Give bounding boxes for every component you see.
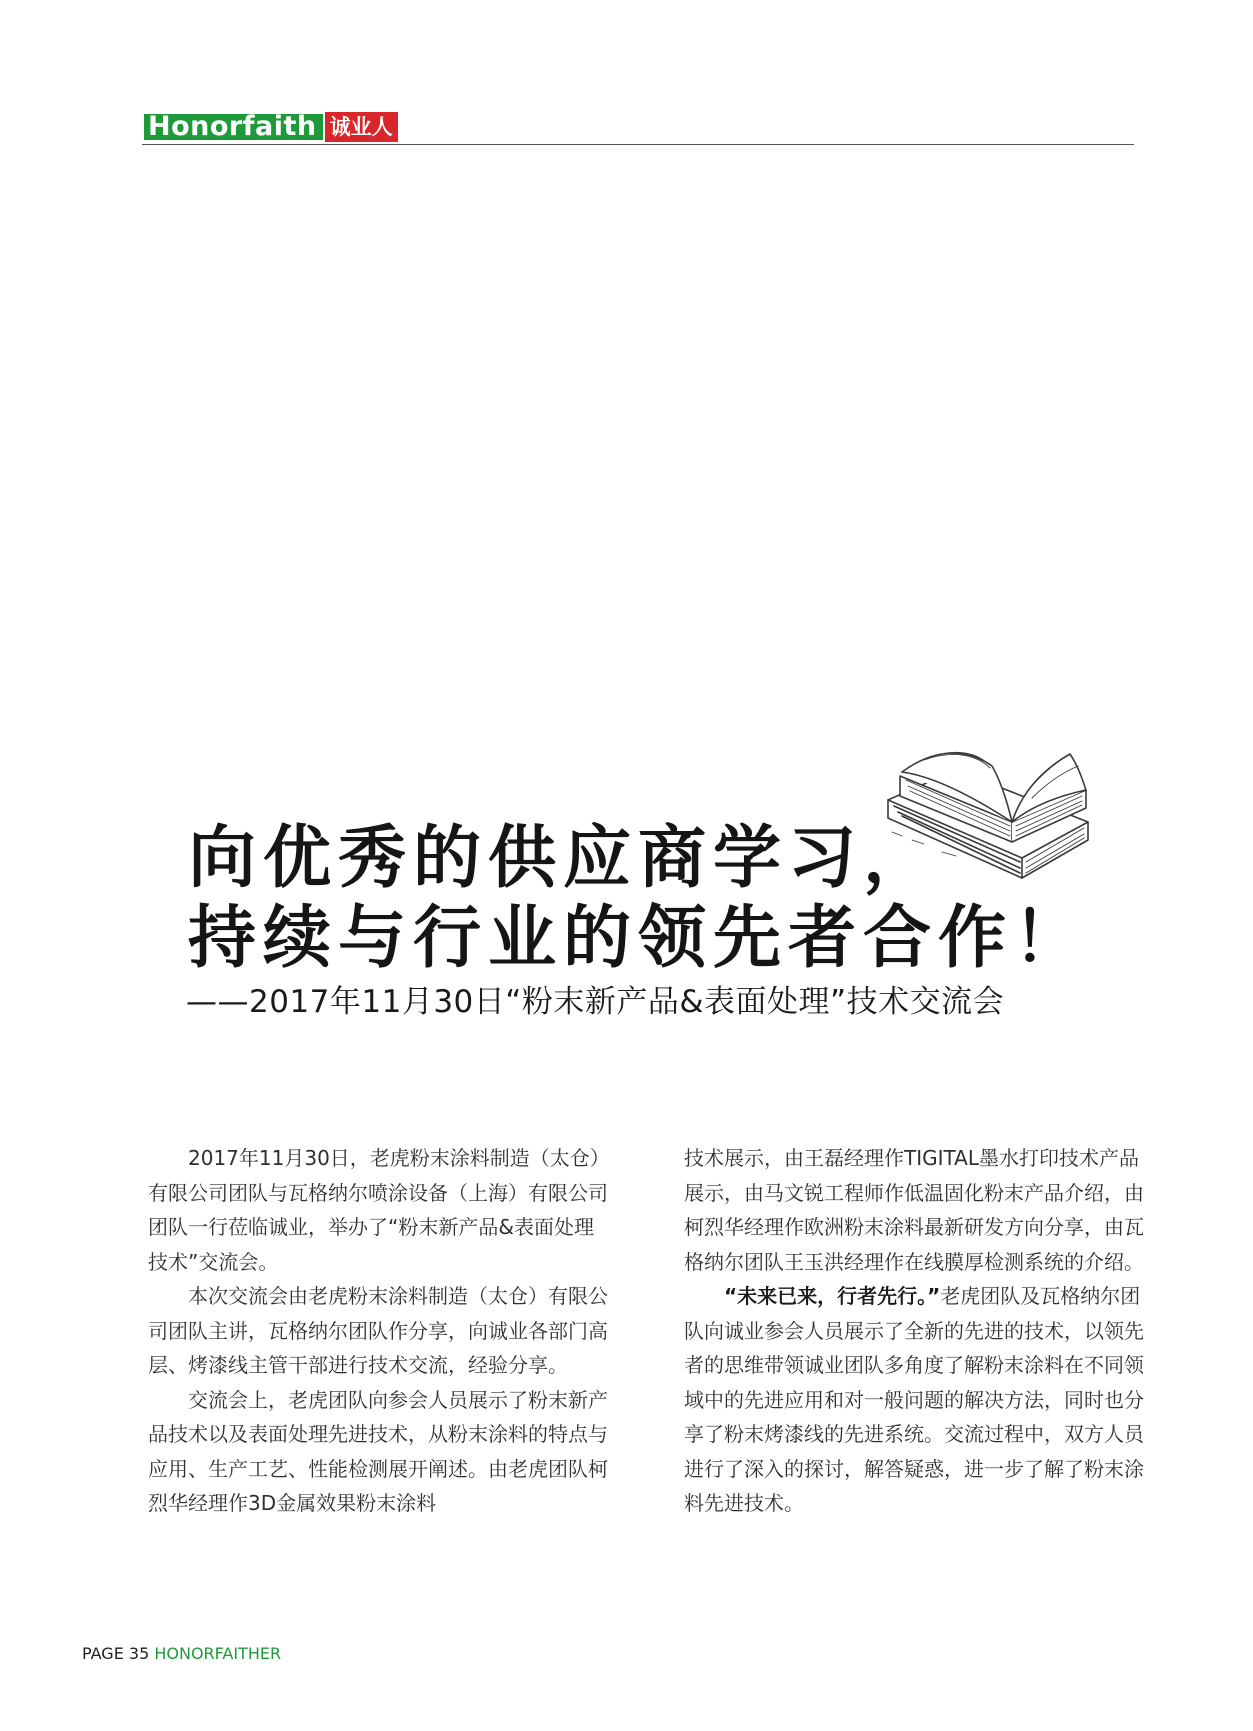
highlighted-quote: “未来已来，行者先行。” [724, 1284, 941, 1308]
paragraph-text: 老虎团队及瓦格纳尔团队向诚业参会人员展示了全新的先进的技术，以领先者的思维带领诚业团队多角度了解粉末涂料在不同领域中的先进应用和对一般问题的解决方法，同时也分享了粉末烤漆线的先进系统。交流过程中，双方人员进行了深入的探讨，解答疑惑，进一步了解了粉末涂料先进技术。 [684, 1284, 1144, 1515]
article-column-left [148, 1141, 610, 1521]
title-line-2: 持续与行业的领先者合作！ [188, 898, 1089, 978]
paragraph [684, 1279, 1146, 1521]
article-column-right [684, 1141, 1146, 1521]
page-footer [82, 1644, 281, 1663]
masthead-logo [142, 112, 398, 142]
magazine-name: HONORFAITHER [154, 1644, 282, 1663]
article-subtitle: ——2017年11月30日“粉末新产品&表面处理”技术交流会 [186, 984, 1005, 1020]
title-line-1: 向优秀的供应商学习， [188, 818, 939, 898]
brand-name-chinese: 诚业人 [325, 112, 398, 142]
paragraph: 交流会上，老虎团队向参会人员展示了粉末新产品技术以及表面处理先进技术，从粉末涂料的特点与应用、生产工艺、性能检测展开阐述。由老虎团队柯烈华经理作3D金属效果粉末涂料 [148, 1387, 608, 1515]
paragraph: 本次交流会由老虎粉末涂料制造（太仓）有限公司团队主讲，瓦格纳尔团队作分享，向诚业各部门高层、烤漆线主管干部进行技术交流，经验分享。 [148, 1284, 608, 1377]
article-title [188, 818, 1148, 978]
page-number: PAGE 35 [82, 1644, 150, 1663]
paragraph-continuation: 技术展示，由王磊经理作TIGITAL墨水打印技术产品展示，由马文锐工程师作低温固化粉末产品介绍，由柯烈华经理作欧洲粉末涂料最新研发方向分享，由瓦格纳尔团队王玉洪经理作在线膜厚检测系统的介绍。 [684, 1146, 1144, 1274]
header-divider [142, 144, 1134, 145]
paragraph: 2017年11月30日，老虎粉末涂料制造（太仓）有限公司团队与瓦格纳尔喷涂设备（上海）有限公司团队一行莅临诚业，举办了“粉末新产品&表面处理技术”交流会。 [148, 1146, 610, 1274]
brand-name-english: Honorfaith [142, 112, 325, 142]
